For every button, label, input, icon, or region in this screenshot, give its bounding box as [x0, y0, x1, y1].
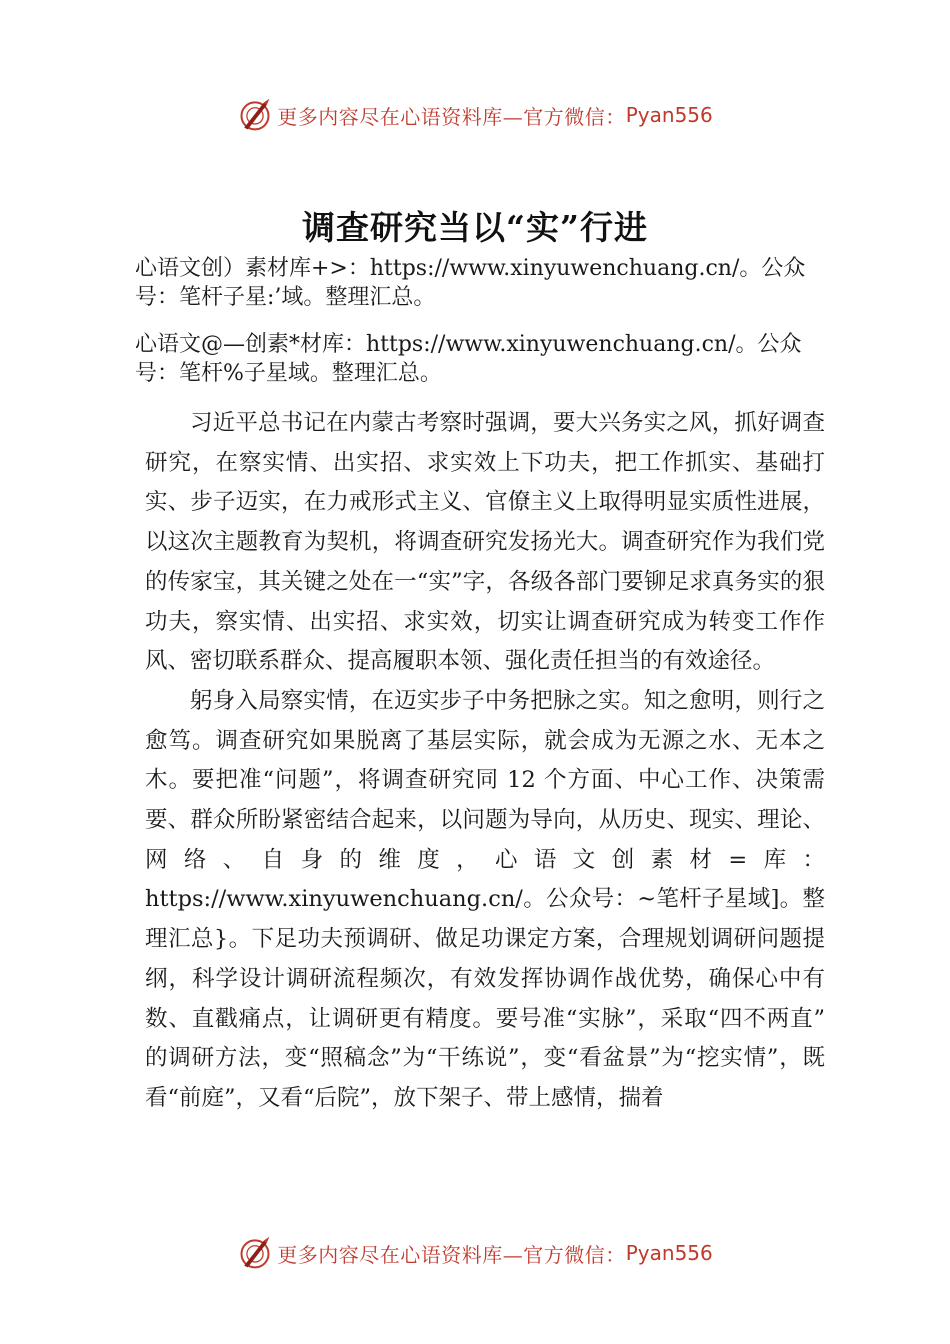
quill-seal-icon: [237, 1235, 273, 1271]
footer-banner: [0, 1233, 950, 1273]
source-note: 心语文@—创素*材库：https://www.xinyuwenchuang.cn/。公众号：笔杆%子星域。整理汇总。: [135, 332, 802, 386]
banner-handle: Pyan556: [625, 103, 713, 127]
quill-seal-icon: [237, 97, 273, 133]
paragraph: 习近平总书记在内蒙古考察时强调，要大兴务实之风，抓好调查研究，在察实情、出实招、求实效上下功夫，把工作抓实、基础打实、步子迈实，在力戒形式主义、官僚主义上取得明显实质性进展，以这次主题教育为契机，将调查研究发扬光大。调查研究作为我们党的传家宝，其关键之处在一“实”字，各级各部门要铆足求真务实的狠功夫，察实情、出实招、求实效，切实让调查研究成为转变工作作风、密切联系群众、提高履职本领、强化责任担当的有效途径。: [145, 410, 825, 675]
banner-text: 更多内容尽在心语资料库—官方微信：: [277, 1242, 626, 1267]
banner-text: 更多内容尽在心语资料库—官方微信：: [277, 104, 626, 129]
header-banner: [0, 95, 950, 135]
page-title: 调查研究当以“实”行进: [302, 208, 648, 247]
source-note: 心语文创）素材库+>：https://www.xinyuwenchuang.cn/。公众号：笔杆子星:’域。整理汇总。: [135, 256, 806, 310]
banner-handle: Pyan556: [625, 1241, 713, 1265]
paragraph: 躬身入局察实情，在迈实步子中务把脉之实。知之愈明，则行之愈笃。调查研究如果脱离了基层实际，就会成为无源之水、无本之木。要把准“问题”，将调查研究同 12 个方面、中心工作、决策需要、群众所盼紧密结合起来，以问题为导向，从历史、现实、理论、网络、自身的维度，心语文创素材=库：https://www.xinyuwenchuang.cn/。公众号：~笔杆子星域]。整理汇总}。下足功夫预调研、做足功课定方案，合理规划调研问题提纲，科学设计调研流程频次，有效发挥协调作战优势，确保心中有数、直戳痛点，让调研更有精度。要号准“实脉”，采取“四不两直” 的调研方法，变“照稿念”为“干练说”，变“看盆景”为“挖实情”，既看“前庭”，又看“后院”，放下架子、带上感情，揣着: [145, 687, 825, 1111]
article-body: [145, 404, 825, 1119]
